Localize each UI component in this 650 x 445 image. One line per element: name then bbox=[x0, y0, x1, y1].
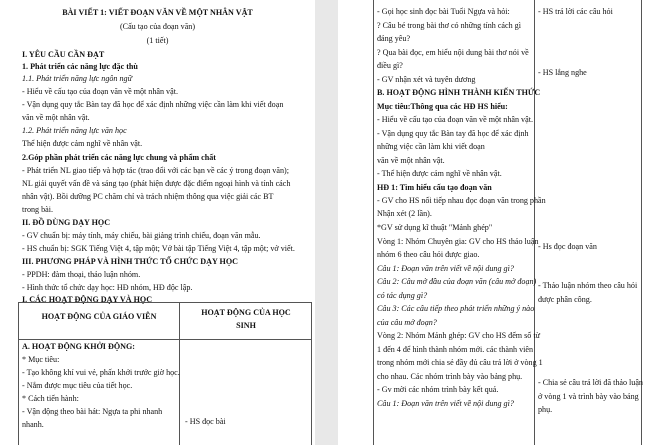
table-cell-line: trong nhóm mới chia sẻ đầy đủ câu trả lời ở vòng 1 bbox=[377, 358, 543, 367]
table-cell-line: cho nhau. Các nhóm trình bày vào bảng phụ. bbox=[377, 372, 523, 381]
table-divider bbox=[534, 0, 535, 445]
table-cell-line: - Chia sẻ câu trả lời đã thảo luận bbox=[538, 378, 643, 387]
table-cell-line: - HS lắng nghe bbox=[538, 68, 587, 77]
lesson-period: (1 tiết) bbox=[146, 36, 169, 45]
table-cell-heading: HĐ 1: Tìm hiểu cấu tạo đoạn văn bbox=[377, 183, 492, 192]
table-cell-line: ? Qua bài đọc, em hiểu nội dung bài thơ nói về bbox=[377, 48, 529, 57]
table-cell-line: - Vận động theo bài hát: Ngựa ta phi nhanh bbox=[22, 407, 163, 416]
table-cell-line: điều gì? bbox=[377, 61, 403, 70]
lesson-subtitle: (Cấu tạo của đoạn văn) bbox=[119, 22, 196, 31]
table-cell-line: Câu 1: Đoạn văn trên viết về nội dung gì? bbox=[377, 399, 514, 408]
table-cell-line: đáng yêu? bbox=[377, 34, 411, 43]
text-line: - GV chuẩn bị: máy tính, máy chiếu, bài giảng trình chiếu, đoạn văn mẫu. bbox=[22, 231, 261, 240]
table-header-teacher: HOẠT ĐỘNG CỦA GIÁO VIÊN bbox=[41, 312, 157, 321]
table-cell-line: những việc cần làm khi viết đoạn bbox=[377, 142, 485, 151]
table-border bbox=[373, 0, 374, 445]
table-cell-line: phụ. bbox=[538, 405, 553, 414]
table-cell-line: được phân công. bbox=[538, 295, 592, 304]
table-cell-line: Câu 1: Đoạn văn trên viết về nội dung gì? bbox=[377, 264, 514, 273]
section-heading: I. CÁC HOẠT ĐỘNG DẠY VÀ HỌC bbox=[22, 295, 153, 304]
table-cell-line: - HS trả lời các câu hỏi bbox=[538, 7, 613, 16]
table-cell-line: - Hiểu về cấu tạo của đoạn văn về một nhân vật. bbox=[377, 115, 533, 124]
lesson-title: BÀI VIẾT 1: VIẾT ĐOẠN VĂN VỀ MỘT NHÂN VẬT bbox=[62, 8, 253, 17]
text-line: - Hiểu về cấu tạo của đoạn văn về một nhân vật. bbox=[22, 87, 178, 96]
table-cell-line: của câu mở đoạn? bbox=[377, 318, 437, 327]
subsection-heading: 1. Phát triển các năng lực đặc thù bbox=[22, 62, 138, 71]
text-line: - Phát triển NL giao tiếp và hợp tác (trao đổi với các bạn về các ý trong đoạn văn); bbox=[22, 166, 289, 175]
table-cell-heading: B. HOẠT ĐỘNG HÌNH THÀNH KIẾN THỨC bbox=[377, 88, 541, 97]
table-cell-line: - HS đọc bài bbox=[185, 417, 226, 426]
table-cell-line: * Mục tiêu: bbox=[22, 355, 60, 364]
text-line: - PPDH: đàm thoại, thảo luận nhóm. bbox=[22, 270, 141, 279]
activity-table bbox=[18, 302, 312, 445]
text-line: nhân vật). Bồi dưỡng PC chăm chỉ và trách nhiệm thông qua việc giải các BT bbox=[22, 192, 274, 201]
text-line: văn về một nhân vật. bbox=[22, 113, 90, 122]
right-page bbox=[338, 0, 650, 445]
table-cell-line: Câu 3: Các câu tiếp theo phát triển những ý nào bbox=[377, 304, 535, 313]
table-cell-line: *GV sử dụng kĩ thuật "Mảnh ghép" bbox=[377, 223, 493, 232]
table-cell-line: Mục tiêu:Thông qua các HĐ HS hiểu: bbox=[377, 102, 508, 111]
table-cell-line: Nhận xét (2 lần). bbox=[377, 209, 432, 218]
table-cell-line: - Thể hiện được cảm nghĩ về nhân vật. bbox=[377, 169, 502, 178]
subsection-heading: 2.Góp phần phát triển các năng lực chung và phẩm chất bbox=[22, 153, 216, 162]
table-cell-line: - Tạo không khí vui vẻ, phấn khởi trước giờ học. bbox=[22, 368, 180, 377]
table-cell-line: - GV cho HS nối tiếp nhau đọc đoạn văn trong phần bbox=[377, 196, 546, 205]
table-cell-line: nhanh. bbox=[22, 420, 44, 429]
table-cell-line: ? Câu bé trong bài thơ có những tính cách gì bbox=[377, 21, 521, 30]
text-line: - Vận dụng quy tắc Bàn tay đã học để xác định những việc cần làm khi viết đoạn bbox=[22, 100, 284, 109]
subsection-heading: 1.1. Phát triển năng lực ngôn ngữ bbox=[22, 74, 132, 83]
table-cell-line: ở vòng 1 và trình bày vào bảng bbox=[538, 392, 639, 401]
left-page bbox=[0, 0, 315, 445]
text-line: - HS chuẩn bị: SGK Tiếng Việt 4, tập một; Vở bài tập Tiếng Việt 4, tập một; vở viết. bbox=[22, 244, 295, 253]
subsection-heading: 1.2. Phát triển năng lực văn học bbox=[22, 126, 127, 135]
table-cell-line: - Thảo luận nhóm theo câu hỏi bbox=[538, 281, 638, 290]
table-cell-line: - Nắm được mục tiêu của tiết học. bbox=[22, 381, 133, 390]
section-heading: II. ĐỒ DÙNG DẠY HỌC bbox=[22, 218, 111, 227]
table-cell-line: - GV nhận xét và tuyên dương bbox=[377, 75, 476, 84]
table-cell-line: có tác dụng gì? bbox=[377, 291, 428, 300]
section-heading: I. YÊU CẦU CẦN ĐẠT bbox=[22, 50, 105, 59]
table-cell-line: * Cách tiến hành: bbox=[22, 394, 79, 403]
table-cell-line: nhóm 6 theo câu hỏi được giao. bbox=[377, 250, 480, 259]
table-cell-line: - Gọi học sinh đọc bài Tuổi Ngựa và hỏi: bbox=[377, 7, 510, 16]
table-cell-line: - Hs đọc đoạn văn bbox=[538, 242, 597, 251]
text-line: NL giải quyết vấn đề và sáng tạo (phát hiện được đặc điểm ngoại hình và tính cách bbox=[22, 179, 291, 188]
table-cell-line: văn về một nhân vật. bbox=[377, 156, 445, 165]
table-cell-line: Vòng 2: Nhóm Mảnh ghép: GV cho HS đếm số từ bbox=[377, 331, 540, 340]
section-heading: III. PHƯƠNG PHÁP VÀ HÌNH THỨC TỔ CHỨC DẠY HỌC bbox=[22, 257, 238, 266]
table-cell-line: Câu 2: Câu mở đầu của đoạn văn (câu mở đoạn) bbox=[377, 277, 537, 286]
table-cell-line: 1 đến 4 để hình thành nhóm mới. các thành viên bbox=[377, 345, 534, 354]
table-header-student: HOẠT ĐỘNG CỦA HỌC bbox=[201, 308, 291, 317]
table-cell-line: - Vận dụng quy tắc Bàn tay đã học để xác định bbox=[377, 129, 529, 138]
table-cell-line: - Gv mời các nhóm trình bày kết quả. bbox=[377, 385, 499, 394]
table-header-student: SINH bbox=[236, 321, 256, 330]
text-line: Thể hiện được cảm nghĩ về nhân vật. bbox=[22, 139, 143, 148]
table-cell-line: A. HOẠT ĐỘNG KHỞI ĐỘNG: bbox=[22, 342, 135, 351]
text-line: trong bài. bbox=[22, 205, 54, 214]
text-line: - Hình thức tổ chức dạy học: HĐ nhóm, HĐ độc lập. bbox=[22, 283, 193, 292]
table-cell-line: Vòng 1: Nhóm Chuyên gia: GV cho HS thảo luận bbox=[377, 237, 539, 246]
